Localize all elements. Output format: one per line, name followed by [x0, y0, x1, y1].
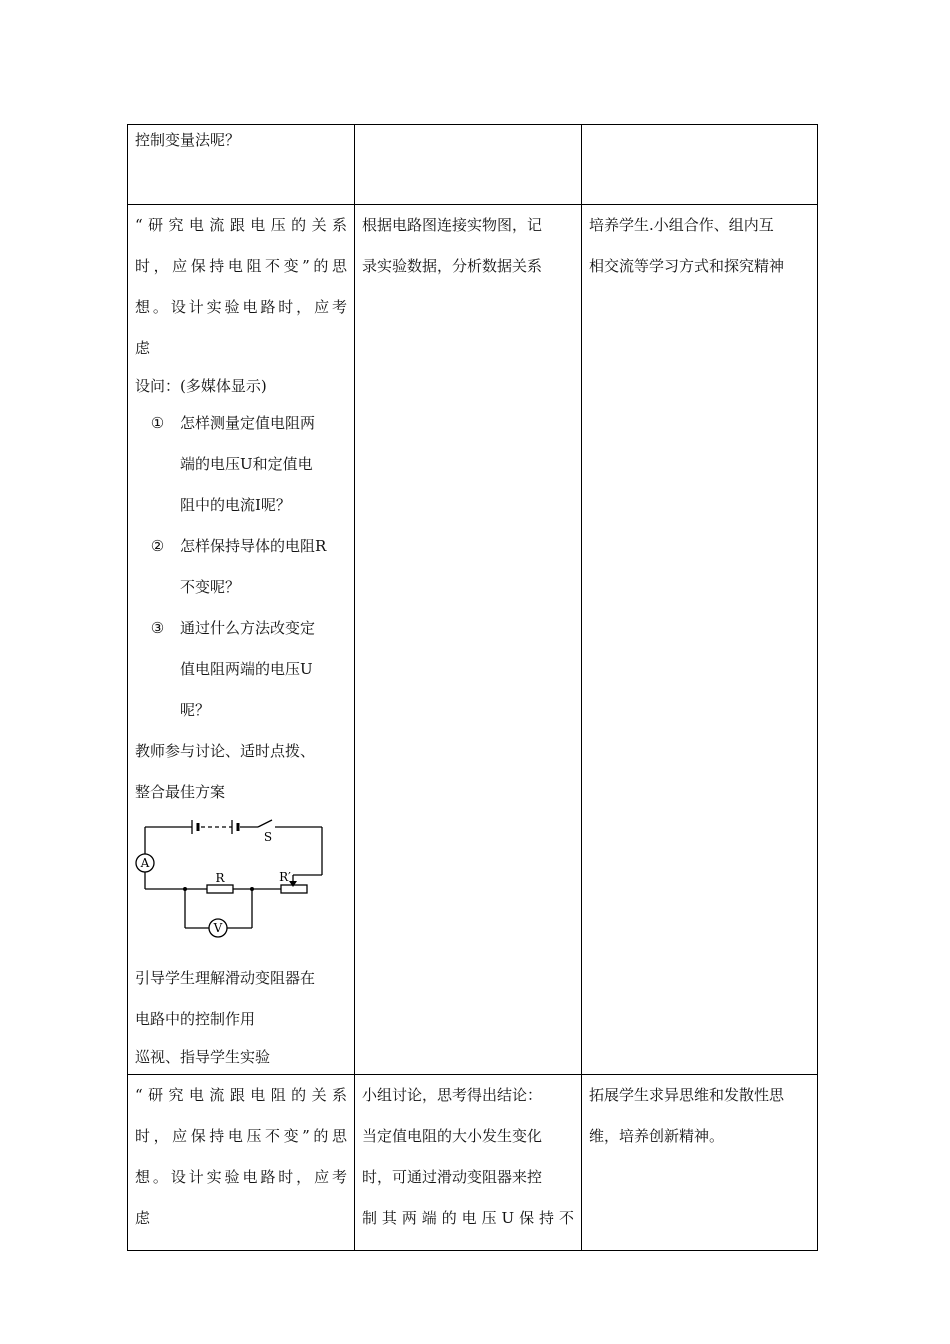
cell-design-intent [582, 205, 818, 1075]
cell-teacher-activity [128, 125, 355, 205]
text-line: 时，应保持电压不变”的思 [135, 1127, 347, 1145]
text-line: 教师参与讨论、适时点拨、 [135, 742, 316, 760]
circuit-diagram [135, 817, 335, 952]
question-number: ② [150, 537, 165, 555]
text-line: 培养学生.小组合作、组内互 [589, 216, 774, 234]
text-line: 当定值电阻的大小发生变化 [362, 1127, 543, 1145]
text-line: 虑 [135, 339, 151, 357]
question-text: 不变呢？ [180, 578, 241, 596]
question-2 [135, 526, 347, 608]
cell-student-activity [355, 1075, 582, 1251]
table-row [128, 125, 818, 205]
resistor-label: R [215, 871, 225, 885]
text-line: 小组讨论，思考得出结论： [362, 1086, 543, 1104]
text-line: 想。设计实验电路时，应考 [135, 1168, 347, 1186]
question-number: ③ [150, 619, 165, 637]
table-row [128, 205, 818, 1075]
text-line: 根据电路图连接实物图，记 [362, 216, 543, 234]
lesson-plan-table [127, 124, 818, 1251]
question-prompt: 设问：(多媒体显示) [135, 377, 267, 395]
text-line: 电路中的控制作用 [135, 1010, 256, 1028]
text-line: 虑 [135, 1209, 151, 1227]
question-3 [135, 608, 347, 731]
question-text: 端的电压U和定值电 [180, 455, 313, 473]
cell-student-activity [355, 125, 582, 205]
text-line: 录实验数据，分析数据关系 [362, 257, 543, 275]
text-line: 时，应保持电阻不变”的思 [135, 257, 347, 275]
question-text: 值电阻两端的电压U [180, 660, 313, 678]
text-line: 引导学生理解滑动变阻器在 [135, 969, 316, 987]
rheostat-symbol [281, 885, 307, 893]
cell-design-intent [582, 125, 818, 205]
rheostat-label: R′ [279, 870, 291, 884]
switch-blade [258, 820, 272, 827]
cell-design-intent [582, 1075, 818, 1251]
text-line: 时，可通过滑动变阻器来控 [362, 1168, 543, 1186]
question-text: 怎样测量定值电阻两 [180, 414, 316, 432]
cell-teacher-activity [128, 205, 355, 1075]
question-text: 怎样保持导体的电阻R [180, 537, 327, 555]
cell-teacher-activity [128, 1075, 355, 1251]
question-text: 阻中的电流I呢？ [180, 496, 291, 514]
switch-label: S [263, 830, 273, 844]
text-line: 维，培养创新精神。 [589, 1127, 725, 1145]
text-line: 制其两端的电压U保持不 [362, 1209, 574, 1227]
text-line: 整合最佳方案 [135, 783, 226, 801]
table-row [128, 1075, 818, 1251]
question-text: 呢？ [180, 701, 211, 719]
text-line: 拓展学生求异思维和发散性思 [589, 1086, 785, 1104]
ammeter-label: A [140, 856, 150, 870]
text-line: “研究电流跟电阻的关系 [135, 1086, 347, 1104]
text-line: “研究电流跟电压的关系 [135, 216, 347, 234]
text-line: 相交流等学习方式和探究精神 [589, 257, 785, 275]
text-line: 想。设计实验电路时，应考 [135, 298, 347, 316]
cell-text: 控制变量法呢？ [135, 131, 241, 149]
question-1 [135, 403, 347, 526]
cell-student-activity [355, 205, 582, 1075]
voltmeter-label: V [213, 921, 223, 935]
question-text: 通过什么方法改变定 [180, 619, 316, 637]
question-number: ① [150, 414, 165, 432]
text-line: 巡视、指导学生实验 [135, 1048, 271, 1066]
